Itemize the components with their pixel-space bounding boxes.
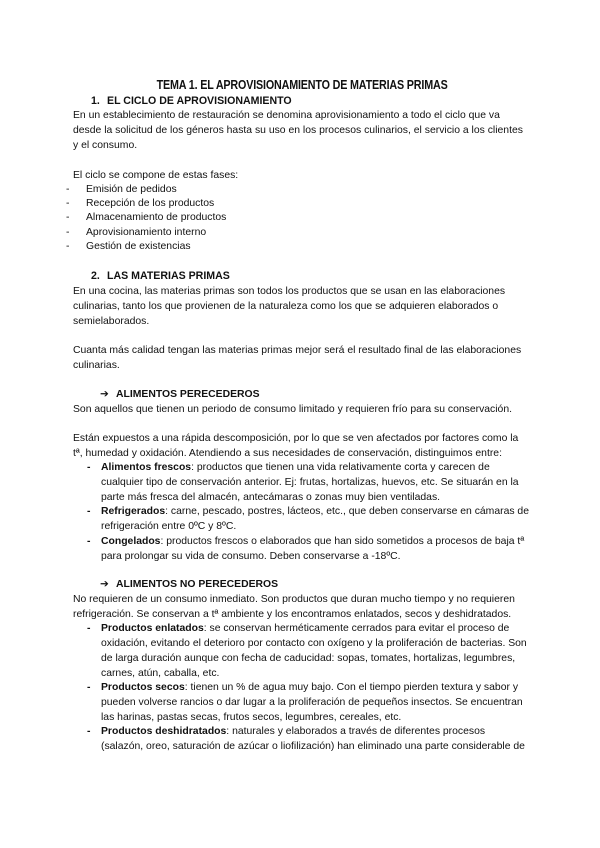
paragraph-line: desde la solicitud de los géneros hasta su uso en los procesos culinarios, el servicio a los clientes — [73, 125, 523, 136]
perecederos-title: ALIMENTOS PERECEDEROS — [116, 389, 260, 400]
paragraph-line: Están expuestos a una rápida descomposición, por lo que se ven afectados por factores como la — [73, 433, 519, 444]
section-1-number: 1. — [91, 95, 100, 107]
no-perecederos-heading — [100, 578, 278, 590]
perecederos-heading — [100, 388, 260, 400]
paragraph-line: culinarias. — [73, 360, 120, 371]
section-2-title: LAS MATERIAS PRIMAS — [107, 270, 230, 282]
list-item-line: pueden volverse rancios o dar lugar a la proliferación de pequeños insectos. Se encuentran — [101, 697, 523, 708]
phases-intro: El ciclo se compone de estas fases: — [73, 170, 239, 181]
item-term: Refrigerados — [101, 506, 166, 517]
paragraph-line: No requieren de un consumo inmediato. Son productos que duran mucho tiempo y no requieren — [73, 594, 515, 605]
list-item-line: refrigeración entre 0ºC y 8ºC. — [101, 521, 237, 532]
section-2-number: 2. — [91, 270, 100, 282]
paragraph-line: y el consumo. — [73, 140, 138, 151]
paragraph-line: tª, humedad y oxidación. Atendiendo a sus necesidades de conservación, distinguimos entre: — [73, 448, 502, 459]
paragraph-line: Son aquellos que tienen un periodo de consumo limitado y requieren frío para su conservación. — [73, 404, 512, 415]
paragraph-line: refrigeración. Se conservan a tª ambiente y los encontramos enlatados, secos y deshidratados. — [73, 609, 512, 620]
section-2-heading — [91, 270, 230, 282]
list-item-line: cualquier tipo de conservación anterior. Ej: frutas, hortalizas, huevos, etc. Se situarán en la — [101, 477, 519, 488]
list-item-line: parte más fresca del almacén, antecámaras o zonas muy bien ventiladas. — [101, 492, 441, 503]
list-item-line: para prolongar su vida de consumo. Deben conservarse a -18ºC. — [101, 551, 401, 562]
item-term: Congelados — [101, 536, 161, 547]
item-term: Productos enlatados — [101, 623, 204, 634]
paragraph-line: En una cocina, las materias primas son todos los productos que se usan en las elaboraciones — [73, 286, 506, 297]
paragraph-line: Cuanta más calidad tengan las materias primas mejor será el resultado final de las elaboraciones — [73, 345, 522, 356]
list-item-line: oxidación, evitando el deterioro por contacto con oxígeno y la proliferación de bacterias. Son — [101, 638, 527, 649]
list-item-line: las harinas, pastas secas, frutos secos, legumbres, cereales, etc. — [101, 712, 402, 723]
arrow-icon: ➔ — [100, 389, 109, 400]
arrow-icon: ➔ — [100, 579, 109, 590]
item-term: Productos secos — [101, 682, 185, 693]
item-term: Productos deshidratados — [101, 726, 227, 737]
list-item-line: carnes, atún, caballa, etc. — [101, 668, 220, 679]
paragraph-line: En un establecimiento de restauración se denomina aprovisionamiento a todo el ciclo que va — [73, 110, 500, 121]
section-1-title: EL CICLO DE APROVISIONAMIENTO — [107, 95, 292, 107]
paragraph-line: semielaborados. — [73, 316, 150, 327]
item-term: Alimentos frescos — [101, 462, 192, 473]
no-perecederos-title: ALIMENTOS NO PERECEDEROS — [116, 579, 279, 590]
list-item-line: (salazón, oreo, saturación de azúcar o liofilización) han eliminado una parte considerable de — [101, 741, 525, 752]
paragraph-line: culinarias, tanto los que provienen de la naturaleza como los que se adquieren elaborados o — [73, 301, 499, 312]
document-title: TEMA 1. EL APROVISIONAMIENTO DE MATERIAS PRIMAS — [156, 78, 448, 92]
section-1-heading — [91, 95, 292, 107]
document-page: TEMA 1. EL APROVISIONAMIENTO DE MATERIAS PRIMAS 1. EL CICLO DE APROVISIONAMIENTO En un establecimiento de restauración se denomina aprovisionamiento a todo el ciclo que va desde la solicitud de los géneros hasta su uso en los procesos culinarios, el servicio a los clientes y el consumo. El ciclo se compone de estas fases: - Emisión de pedidos - Recepción de los productos - Almacenamiento de productos - Aprovisionamiento interno - Gestión de existencias 2. LAS MATERIAS PRIMAS En una cocina, las materias primas son todos los productos que se usan en las elaboraciones culinarias, tanto los que provienen de la naturaleza como los que se adquieren elaborados o semielaborados. Cuanta más calidad tengan las materias primas mejor será el resultado final de las elaboraciones culinarias. ➔ ALIMENTOS PERECEDEROS Son aquellos que tienen un periodo de consumo limitado y requieren frío para su conservación. Están expuestos a una rápida descomposición, por lo que se ven afectados por factores como la tª, humedad y oxidación. Atendiendo a sus necesidades de conservación, distinguimos entre: - Alimentos frescos: productos que tienen una vida relativamente corta y carecen de cualquier tipo de conservación anterior. Ej: frutas, hortalizas, huevos, etc. Se situarán en la parte más fresca del almacén, antecámaras o zonas muy bien ventiladas. - Refrigerados: carne, pescado, postres, lácteos, etc., que deben conservarse en cámaras de refrigeración entre 0ºC y 8ºC. - Congelados: productos frescos o elaborados que han sido sometidos a procesos de baja tª para prolongar su vida de consumo. Deben conservarse a -18ºC. ➔ ALIMENTOS NO PERECEDEROS No requieren de un consumo inmediato. Son productos que duran mucho tiempo y no requieren refrigeración. Se conservan a tª ambiente y los encontramos enlatados, secos y deshidratados. - Productos enlatados: se conservan herméticamente cerrados para evitar el proceso de oxidación, evitando el deterioro por contacto con oxígeno y la proliferación de bacterias. Son de larga duración aunque con fecha de caducidad: sopas, tomates, hortalizas, legumbres, carnes, atún, caballa, etc. - Productos secos: tienen un % de agua muy bajo. Con el tiempo pierden textura y sabor y pueden volverse rancios o dar lugar a la proliferación de pequeños insectos. Se encuentran las harinas, pastas secas, frutos secos, legumbres, cereales, etc. - Productos deshidratados: naturales y elaborados a través de diferentes procesos (salazón, oreo, saturación de azúcar o liofilización) han eliminado una parte considerable de — [0, 0, 600, 848]
list-item-line: de larga duración aunque con fecha de caducidad: sopas, tomates, hortalizas, legumbres, — [101, 653, 516, 664]
